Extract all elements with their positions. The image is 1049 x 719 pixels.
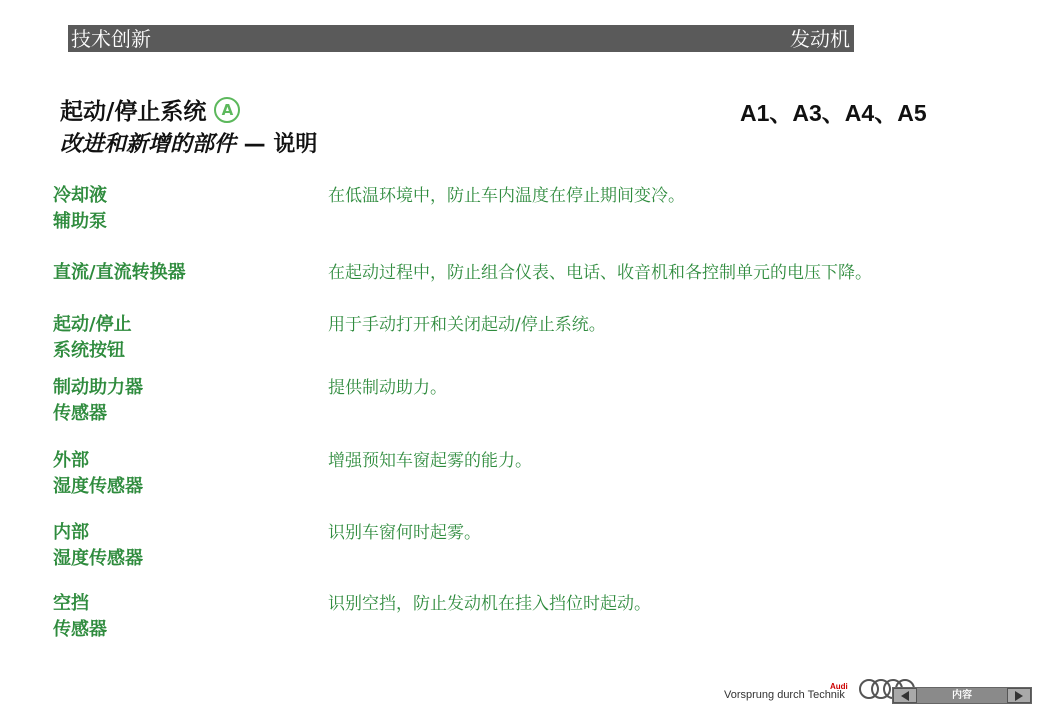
component-description: 在起动过程中，防止组合仪表、电话、收音机和各控制单元的电压下降。 <box>328 263 872 283</box>
page-navigation <box>892 687 1032 704</box>
contents-button[interactable]: 内容 <box>952 690 972 701</box>
header-section-label: 技术创新 <box>71 27 151 51</box>
component-description: 识别空挡，防止发动机在挂入挡位时起动。 <box>328 594 651 614</box>
category-badge-icon: A <box>214 97 240 123</box>
component-term <box>53 591 303 643</box>
component-term <box>53 448 303 500</box>
component-description: 提供制动助力。 <box>328 378 447 398</box>
footer <box>720 672 1040 712</box>
term-line: 空挡 <box>53 593 89 614</box>
next-page-button[interactable] <box>1007 688 1031 703</box>
component-term <box>53 375 303 427</box>
term-line: 湿度传感器 <box>53 476 143 497</box>
header-bar <box>68 25 854 52</box>
term-line: 直流/直流转换器 <box>53 262 186 283</box>
component-term <box>53 260 303 286</box>
component-term <box>53 312 303 364</box>
brand-slogan: Vorsprung durch Technik <box>724 689 845 701</box>
term-line: 制动助力器 <box>53 377 143 398</box>
subtitle-rest: — 说明 <box>236 132 318 157</box>
component-term <box>53 183 303 235</box>
brand-name: Audi <box>830 682 848 691</box>
previous-page-button[interactable] <box>893 688 917 703</box>
term-line: 系统按钮 <box>53 340 125 361</box>
arrow-right-icon <box>1014 691 1024 701</box>
component-description: 识别车窗何时起雾。 <box>328 523 481 543</box>
term-line: 冷却液 <box>53 185 107 206</box>
header-topic-label: 发动机 <box>790 27 850 51</box>
term-line: 湿度传感器 <box>53 548 143 569</box>
model-list: A1、A3、A4、A5 <box>740 100 927 126</box>
term-line: 起动/停止 <box>53 314 132 335</box>
page-title <box>60 93 240 126</box>
page-subtitle <box>60 127 317 158</box>
component-description: 增强预知车窗起雾的能力。 <box>328 451 532 471</box>
term-line: 内部 <box>53 522 89 543</box>
term-line: 传感器 <box>53 619 107 640</box>
page-title-text: 起动/停止系统 <box>60 99 207 125</box>
term-line: 辅助泵 <box>53 211 107 232</box>
term-line: 外部 <box>53 450 89 471</box>
subtitle-italic: 改进和新增的部件 <box>60 132 237 157</box>
component-description: 在低温环境中，防止车内温度在停止期间变冷。 <box>328 186 685 206</box>
component-term <box>53 520 303 572</box>
term-line: 传感器 <box>53 403 107 424</box>
component-description: 用于手动打开和关闭起动/停止系统。 <box>328 315 606 335</box>
arrow-left-icon <box>900 691 910 701</box>
